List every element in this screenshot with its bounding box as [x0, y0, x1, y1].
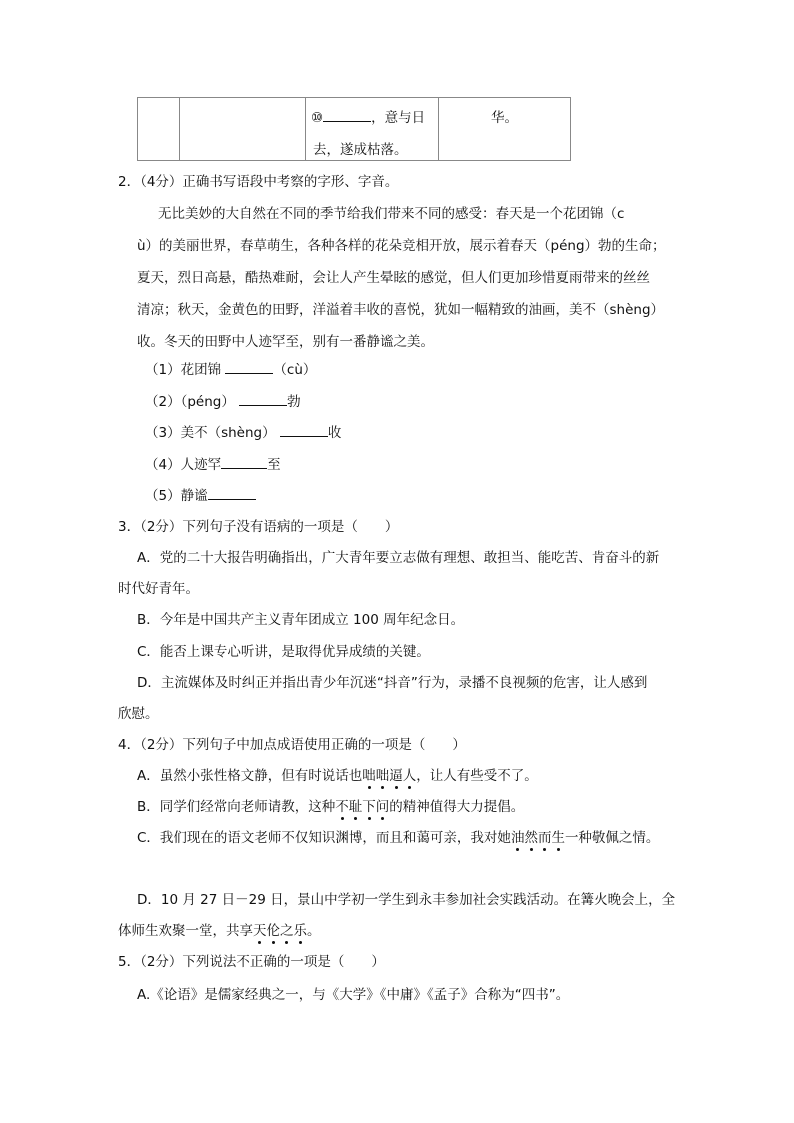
- q4-option-a: A．虽然小张性格文静，但有时说话也咄咄逼人，让人有些受不了。: [137, 768, 538, 784]
- fill-blank[interactable]: [239, 392, 287, 406]
- fill-blank[interactable]: [225, 360, 273, 374]
- table-cell-2: [180, 98, 306, 161]
- q3-option-d-line-2: 欣慰。: [118, 706, 159, 722]
- q3-option-c: C．能否上课专心听讲，是取得优异成绩的关键。: [137, 644, 430, 660]
- table-cell-3-line-1: [311, 106, 425, 126]
- q2-passage-line-2: ù）的美丽世界，春草萌生，各种各样的花朵竞相开放，展示着春天（péng）勃的生命；: [137, 238, 666, 254]
- q4-option-d-line-2: 体师生欢聚一堂，共享天伦之乐。: [118, 923, 321, 939]
- fill-blank[interactable]: [208, 486, 256, 500]
- q2-passage-line-5: 收。冬天的田野中人迹罕至，别有一番静谧之美。: [137, 334, 434, 350]
- dotted-idiom: 天伦之乐: [253, 923, 307, 939]
- q2-header: 2．（4分）正确书写语段中考察的字形、字音。: [118, 174, 399, 190]
- fill-blank[interactable]: [221, 455, 267, 469]
- q5-header: 5．（2分）下列说法不正确的一项是（ ）: [118, 954, 385, 970]
- fill-blank: [323, 108, 371, 122]
- q2-passage-line-1: 无比美妙的大自然在不同的季节给我们带来不同的感受：春天是一个花团锦（c: [158, 206, 625, 222]
- q3-option-d-line-1: D．主流媒体及时纠正并指出青少年沉迷“抖音”行为，录播不良视频的危害，让人感到: [137, 675, 648, 691]
- q4-option-b: B．同学们经常向老师请教，这种不耻下问的精神值得大力提倡。: [137, 799, 525, 815]
- q4-option-d-line-1: D．10 月 27 日－29 日，景山中学初一学生到永丰参加社会实践活动。在篝火晚会上，全: [137, 892, 676, 908]
- q4-option-c: C．我们现在的语文老师不仅知识渊博，而且和蔼可亲，我对她油然而生一种敬佩之情。: [137, 830, 660, 846]
- dotted-idiom: 油然而生: [510, 830, 565, 846]
- q3-option-a-line-2: 时代好青年。: [118, 581, 199, 597]
- q3-option-b: B．今年是中国共产主义青年团成立 100 周年纪念日。: [137, 612, 465, 628]
- q2-item-1: （1）花团锦 （cù）: [145, 362, 317, 378]
- table-cell-3-line-2: 去，遂成枯落。: [313, 142, 408, 158]
- q4-header: 4．（2分）下列句子中加点成语使用正确的一项是（ ）: [118, 737, 466, 753]
- q2-item-5: （5）静谧: [145, 484, 256, 504]
- table-cell-4-text: 华。: [491, 110, 518, 126]
- fill-blank[interactable]: [280, 423, 328, 437]
- table-cell-1: [138, 98, 180, 161]
- q2-item-2: （2）（péng） 勃: [145, 394, 301, 410]
- dotted-idiom: 咄咄逼人: [362, 768, 417, 784]
- q3-header: 3．（2分）下列句子没有语病的一项是（ ）: [118, 519, 399, 535]
- dotted-idiom: 不耻下问: [335, 799, 390, 815]
- table-cell-3-text: ，意与日: [371, 110, 426, 126]
- circled-number: ⑩: [311, 110, 324, 126]
- q2-item-3: （3）美不（shèng） 收: [145, 425, 342, 441]
- q2-passage-line-3: 夏天，烈日高悬，酷热难耐，会让人产生晕眩的感觉，但人们更加珍惜夏雨带来的丝丝: [137, 270, 650, 286]
- q5-option-a: A.《论语》是儒家经典之一，与《大学》《中庸》《孟子》合称为“四书”。: [137, 987, 570, 1003]
- q2-passage-line-4: 清凉；秋天，金黄色的田野，洋溢着丰收的喜悦，犹如一幅精致的油画，美不（shèng）: [137, 302, 665, 318]
- q2-item-4: （4）人迹罕 至: [145, 457, 281, 473]
- q3-option-a-line-1: A．党的二十大报告明确指出，广大青年要立志做有理想、敢担当、能吃苦、肯奋斗的新: [137, 550, 660, 566]
